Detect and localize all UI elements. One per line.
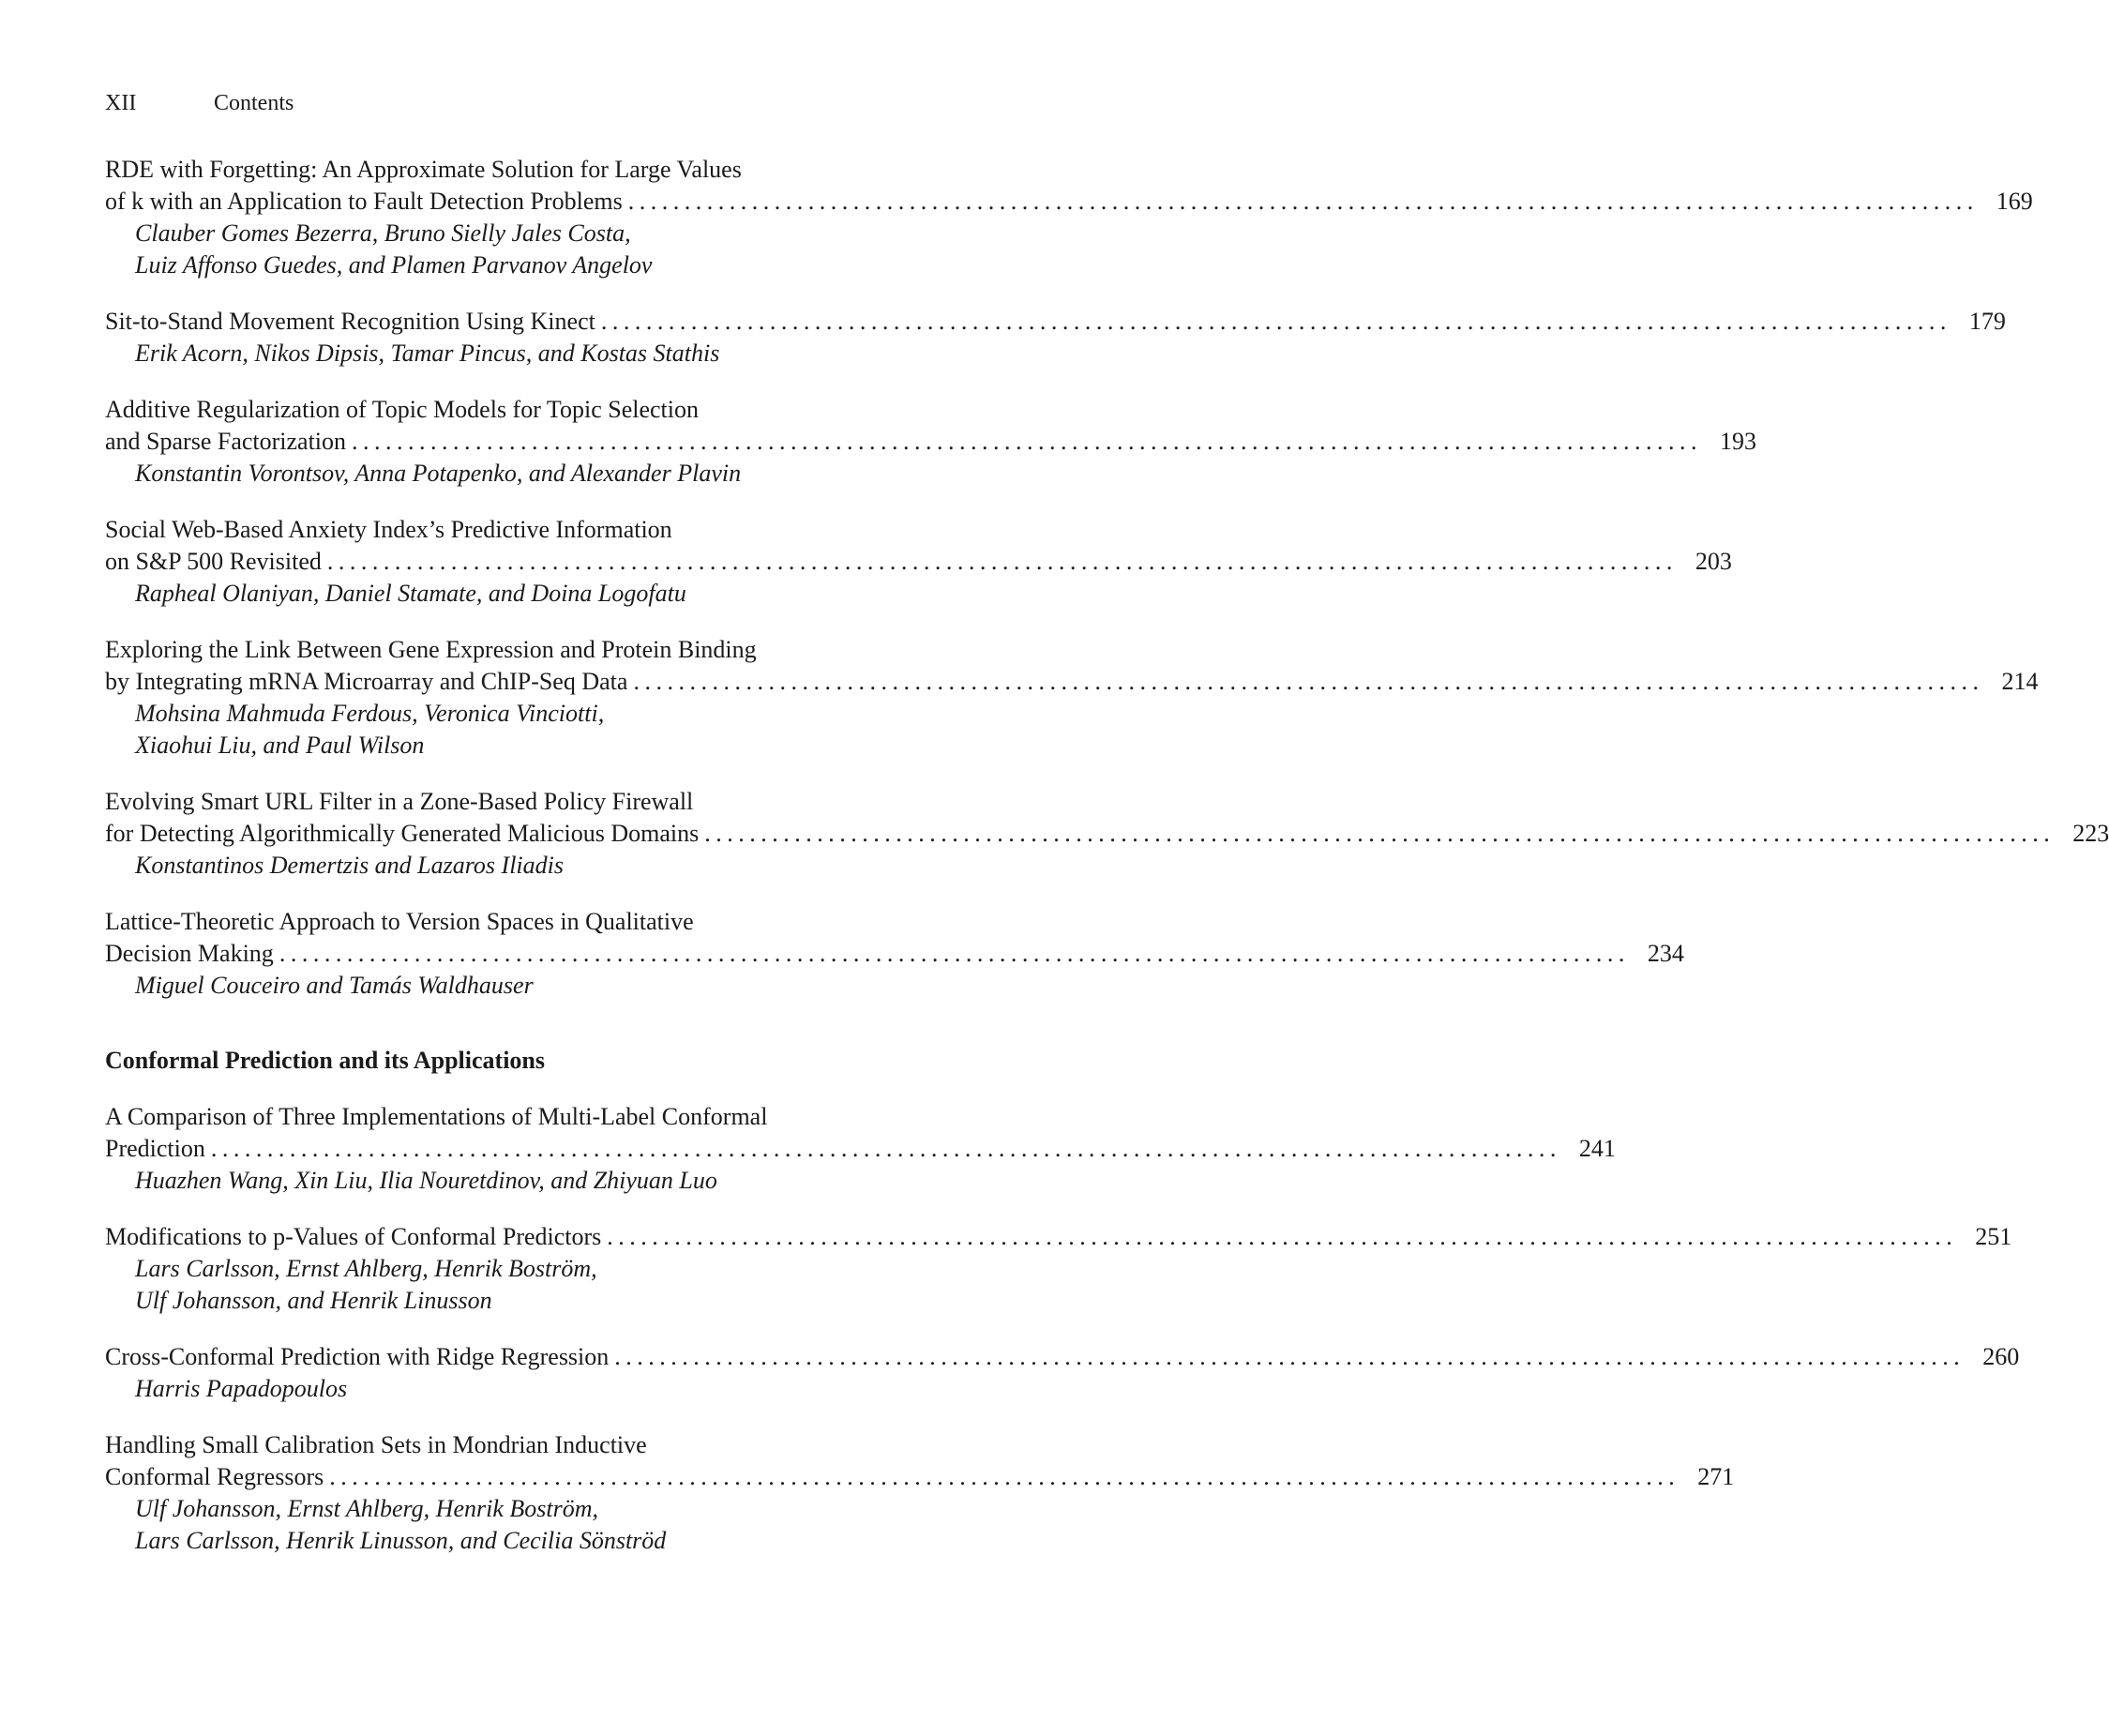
entry-title-line (105, 938, 1684, 970)
entry-authors: Konstantin Vorontsov, Anna Potapenko, and Alexander Plavin (135, 460, 742, 487)
entry-authors: Xiaohui Liu, and Paul Wilson (135, 732, 425, 759)
dot-leader: ........................................................................................................................ (329, 1463, 1680, 1490)
entry-title-line (105, 786, 1020, 818)
toc-entry (105, 906, 1684, 1002)
dot-leader: ........................................................................................................................ (614, 1343, 1966, 1370)
entry-title-line (105, 818, 2109, 850)
entry-title-text: Conformal Regressors (105, 1463, 324, 1490)
entry-title-text: and Sparse Factorization (105, 428, 347, 455)
entry-title-text: Cross-Conformal Prediction with Ridge Regression (105, 1343, 610, 1370)
entry-title-line (105, 1429, 1020, 1461)
dot-leader: ........................................................................................................................ (210, 1135, 1561, 1162)
entry-title-line (105, 546, 1732, 578)
entry-title-line (105, 514, 1020, 546)
entry-title-text: Social Web-Based Anxiety Index’s Predictive Information (105, 516, 672, 543)
entry-title-text: Lattice-Theoretic Approach to Version Spaces in Qualitative (105, 908, 694, 935)
table-of-contents (105, 154, 2109, 1581)
entry-authors: Erik Acorn, Nikos Dipsis, Tamar Pincus, and Kostas Stathis (135, 340, 720, 367)
entry-title-line (105, 634, 1020, 666)
toc-entry (105, 514, 1732, 610)
entry-title-line (105, 1221, 2012, 1253)
section-heading: Conformal Prediction and its Applications (105, 1047, 546, 1074)
page-number: 193 (1720, 428, 1757, 455)
entry-title-line (105, 186, 2033, 218)
entry-title-line (105, 394, 1020, 426)
entry-title-text: Decision Making (105, 940, 274, 967)
page-number: 203 (1695, 548, 1732, 575)
entry-title-text: by Integrating mRNA Microarray and ChIP-Seq Data (105, 668, 628, 695)
entry-title-text: Evolving Smart URL Filter in a Zone-Based Policy Firewall (105, 788, 694, 815)
entry-title-text: Sit-to-Stand Movement Recognition Using Kinect (105, 308, 595, 335)
entry-authors: Luiz Affonso Guedes, and Plamen Parvanov Angelov (135, 251, 653, 279)
entry-title-line (105, 306, 2006, 338)
entry-authors: Huazhen Wang, Xin Liu, Ilia Nouretdinov, and Zhiyuan Luo (135, 1167, 717, 1194)
toc-entry (105, 1429, 1735, 1557)
entry-authors: Miguel Couceiro and Tamás Waldhauser (135, 972, 534, 999)
entry-authors: Lars Carlsson, Ernst Ahlberg, Henrik Boström, (135, 1255, 597, 1282)
toc-page (105, 0, 2109, 1736)
dot-leader: ........................................................................................................................ (326, 548, 1678, 575)
entry-authors: Mohsina Mahmuda Ferdous, Veronica Vinciotti, (135, 700, 605, 727)
entry-title-text: A Comparison of Three Implementations of Multi-Label Conformal (105, 1103, 768, 1130)
entry-title-line (105, 1101, 1020, 1133)
entry-title-line (105, 906, 1020, 938)
entry-title-text: for Detecting Algorithmically Generated Malicious Domains (105, 820, 700, 847)
entry-authors: Clauber Gomes Bezerra, Bruno Sielly Jales Costa, (135, 219, 631, 247)
page-number: 214 (2001, 668, 2039, 695)
toc-entry (105, 306, 2006, 370)
dot-leader: ........................................................................................................................ (633, 668, 1984, 695)
page-folio: XII (105, 91, 137, 115)
page-number: 234 (1647, 940, 1684, 967)
page-number: 223 (2072, 820, 2109, 847)
entry-title-text: Prediction (105, 1135, 205, 1162)
page-number: 179 (1968, 308, 2006, 335)
section-entries (105, 1101, 2020, 1557)
dot-leader: ........................................................................................................................ (704, 820, 2056, 847)
entry-title-line (105, 1461, 1735, 1493)
entry-authors: Rapheal Olaniyan, Daniel Stamate, and Doina Logofatu (135, 580, 686, 607)
dot-leader: ........................................................................................................................ (279, 940, 1630, 967)
entry-title-text: on S&P 500 Revisited (105, 548, 322, 575)
entry-authors: Lars Carlsson, Henrik Linusson, and Cecilia Sönströd (135, 1527, 667, 1554)
page-number: 251 (1975, 1223, 2012, 1250)
entry-title-text: of k with an Application to Fault Detection Problems (105, 188, 623, 215)
running-head (105, 89, 294, 117)
entry-title-text: Handling Small Calibration Sets in Mondrian Inductive (105, 1431, 647, 1458)
page-number: 169 (1996, 188, 2033, 215)
dot-leader: ........................................................................................................................ (607, 1223, 1958, 1250)
toc-entry (105, 634, 2039, 762)
dot-leader: ........................................................................................................................ (600, 308, 1951, 335)
entry-title-line (105, 426, 1757, 458)
toc-entry (105, 1341, 2020, 1405)
page-number: 260 (1982, 1343, 2020, 1370)
dot-leader: ........................................................................................................................ (352, 428, 1703, 455)
entry-title-line (105, 1133, 1616, 1165)
toc-entry (105, 1101, 1616, 1197)
page-number: 271 (1697, 1463, 1735, 1490)
entry-authors: Ulf Johansson, and Henrik Linusson (135, 1287, 492, 1314)
toc-entries (105, 154, 2109, 1002)
running-head-title: Contents (214, 91, 294, 115)
dot-leader: ........................................................................................................................ (627, 188, 1979, 215)
toc-entry (105, 394, 1757, 490)
entry-title-text: RDE with Forgetting: An Approximate Solution for Large Values (105, 156, 742, 183)
toc-entry (105, 1221, 2012, 1317)
entry-authors: Konstantinos Demertzis and Lazaros Iliadis (135, 852, 564, 879)
entry-title-text: Exploring the Link Between Gene Expression and Protein Binding (105, 636, 757, 663)
entry-title-line (105, 1341, 2020, 1373)
entry-authors: Harris Papadopoulos (135, 1375, 348, 1402)
entry-title-line (105, 154, 1020, 186)
page-number: 241 (1578, 1135, 1616, 1162)
entry-title-text: Modifications to p-Values of Conformal Predictors (105, 1223, 602, 1250)
entry-authors: Ulf Johansson, Ernst Ahlberg, Henrik Boström, (135, 1495, 598, 1522)
toc-entry (105, 154, 2033, 281)
entry-title-line (105, 666, 2039, 698)
toc-entry (105, 786, 2109, 882)
entry-title-text: Additive Regularization of Topic Models for Topic Selection (105, 396, 699, 423)
